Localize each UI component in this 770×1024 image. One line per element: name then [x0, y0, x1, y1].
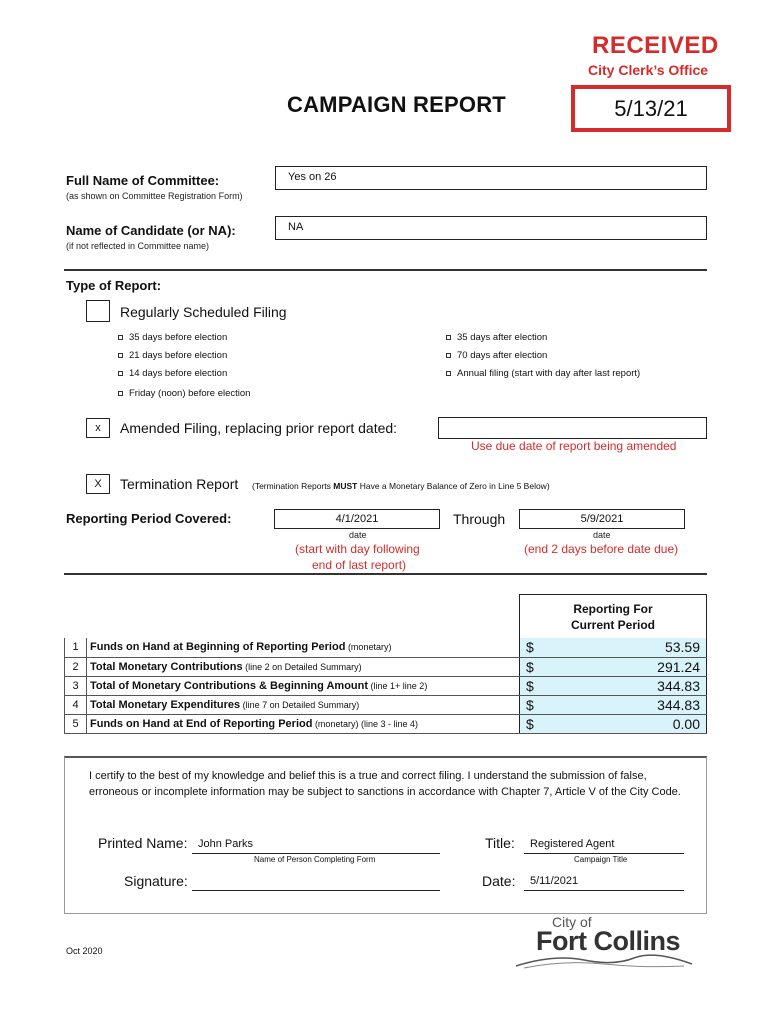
period-end-field[interactable]: 5/9/2021 [519, 509, 685, 529]
signature-label: Signature: [124, 873, 188, 889]
received-stamp-date: 5/13/21 [614, 95, 688, 121]
row-number: 2 [65, 657, 87, 676]
row-number: 5 [65, 714, 87, 733]
amended-filing-label: Amended Filing, replacing prior report dated: [120, 420, 398, 436]
table-row [65, 657, 707, 676]
option-14-before[interactable] [118, 368, 227, 379]
table-row [65, 638, 707, 657]
row-amount: 291.24 [657, 658, 700, 675]
option-checkbox[interactable] [446, 371, 451, 376]
received-stamp-office: City Clerk’s Office [588, 62, 709, 78]
committee-label: Full Name of Committee: [66, 173, 220, 188]
currency-symbol: $ [526, 715, 534, 732]
currency-symbol: $ [526, 696, 534, 713]
option-checkbox[interactable] [118, 353, 123, 358]
period-end-caption: date [593, 530, 611, 540]
row-label-cell [87, 676, 520, 695]
amended-date-field[interactable] [438, 417, 707, 439]
option-checkbox[interactable] [446, 353, 451, 358]
row-label: Total of Monetary Contributions & Beginning Amount [90, 679, 369, 692]
termination-note-text: (Termination Reports [252, 481, 334, 491]
row-amount-cell[interactable] [520, 676, 707, 695]
amended-filing-checkbox[interactable]: x [86, 418, 110, 438]
title-caption: Campaign Title [574, 855, 628, 864]
financial-header [519, 594, 707, 638]
committee-name-field[interactable]: Yes on 26 [275, 166, 707, 190]
currency-symbol: $ [526, 677, 534, 694]
divider [64, 573, 707, 575]
candidate-name-field[interactable]: NA [275, 216, 707, 240]
option-label: 14 days before election [129, 368, 228, 379]
title-field[interactable]: Registered Agent [524, 836, 684, 854]
option-friday-before[interactable] [118, 388, 250, 399]
logo-mountain-icon [514, 950, 694, 970]
termination-checkbox[interactable]: X [86, 474, 110, 494]
candidate-label: Name of Candidate (or NA): [66, 223, 236, 238]
printed-name-field[interactable]: John Parks [192, 836, 440, 854]
row-number: 3 [65, 676, 87, 695]
printed-name-caption: Name of Person Completing Form [254, 855, 376, 864]
option-label: Friday (noon) before election [129, 388, 251, 399]
period-end-hint: (end 2 days before date due) [524, 542, 679, 556]
currency-symbol: $ [526, 658, 534, 675]
table-row [65, 714, 707, 733]
row-label-cell [87, 695, 520, 714]
period-label: Reporting Period Covered: [66, 511, 232, 526]
option-70-after[interactable] [446, 350, 547, 361]
regular-filing-label: Regularly Scheduled Filing [120, 304, 287, 320]
report-type-label: Type of Report: [66, 278, 162, 293]
period-start-field[interactable]: 4/1/2021 [274, 509, 440, 529]
row-amount-cell[interactable] [520, 714, 707, 733]
row-label: Funds on Hand at End of Reporting Period [90, 717, 313, 730]
row-label: Funds on Hand at Beginning of Reporting Period [90, 641, 346, 654]
row-note: (line 2 on Detailed Summary) [242, 661, 362, 672]
row-amount-cell[interactable] [520, 695, 707, 714]
row-amount-cell[interactable] [520, 638, 707, 657]
row-label-cell [87, 657, 520, 676]
option-35-after[interactable] [446, 332, 547, 343]
row-label: Total Monetary Contributions [90, 660, 243, 673]
row-amount: 344.83 [657, 696, 700, 713]
option-label: 21 days before election [129, 350, 228, 361]
option-35-before[interactable] [118, 332, 227, 343]
termination-label: Termination Report [120, 476, 239, 492]
period-start-hint-1: (start with day following [295, 542, 420, 556]
period-start-caption: date [349, 530, 367, 540]
committee-note: (as shown on Committee Registration Form) [66, 191, 243, 201]
option-label: 35 days after election [457, 332, 548, 343]
row-note: (line 1+ line 2) [368, 680, 428, 691]
table-row [65, 676, 707, 695]
financial-header-line: Current Period [570, 618, 655, 632]
date-field[interactable]: 5/11/2021 [524, 873, 684, 891]
financial-table [64, 638, 707, 734]
financial-header-line: Reporting For [573, 602, 653, 616]
row-amount: 0.00 [672, 715, 700, 732]
option-checkbox[interactable] [118, 371, 123, 376]
page-title: CAMPAIGN REPORT [287, 92, 506, 117]
option-checkbox[interactable] [118, 335, 123, 340]
table-row [65, 695, 707, 714]
date-label: Date: [482, 873, 516, 889]
candidate-note: (if not reflected in Committee name) [66, 241, 210, 251]
row-label-cell [87, 638, 520, 657]
row-label-cell [87, 714, 520, 733]
logo-city-of: City of [552, 914, 592, 930]
row-amount: 53.59 [664, 639, 700, 656]
row-amount-cell[interactable] [520, 657, 707, 676]
termination-note-emphasis: MUST [333, 481, 358, 491]
row-amount: 344.83 [657, 677, 700, 694]
termination-note-text: Have a Monetary Balance of Zero in Line 5 Below) [357, 481, 550, 491]
row-note: (monetary) (line 3 - line 4) [312, 718, 418, 729]
option-annual[interactable] [446, 368, 640, 379]
option-checkbox[interactable] [446, 335, 451, 340]
currency-symbol: $ [526, 639, 534, 656]
received-stamp-label: RECEIVED [592, 32, 719, 59]
option-label: 70 days after election [457, 350, 548, 361]
period-through-label: Through [453, 511, 506, 527]
amended-hint: Use due date of report being amended [471, 439, 677, 453]
period-start-hint-2: end of last report) [312, 558, 407, 572]
regular-filing-checkbox[interactable] [86, 300, 110, 322]
logo-fort-collins: Fort Collins [536, 926, 680, 956]
row-note: (monetary) [345, 642, 392, 653]
certification-text: I certify to the best of my knowledge and belief this is a true and correct filing. I understand the submission of false, erroneous or incomplete information may be subject to sanctions in accordance with Chapter 7, Article V of the City Code. [89, 770, 681, 798]
row-note: (line 7 on Detailed Summary) [240, 699, 360, 710]
option-label: 35 days before election [129, 332, 228, 343]
signature-field[interactable] [192, 873, 440, 891]
row-label: Total Monetary Expenditures [90, 698, 241, 711]
title-label: Title: [485, 835, 515, 851]
option-21-before[interactable] [118, 350, 227, 361]
printed-name-label: Printed Name: [98, 835, 188, 851]
form-version: Oct 2020 [66, 946, 103, 956]
termination-note [252, 481, 550, 491]
option-checkbox[interactable] [118, 391, 123, 396]
row-number: 1 [65, 638, 87, 657]
row-number: 4 [65, 695, 87, 714]
divider [64, 269, 707, 271]
option-label: Annual filing (start with day after last report) [457, 368, 641, 379]
